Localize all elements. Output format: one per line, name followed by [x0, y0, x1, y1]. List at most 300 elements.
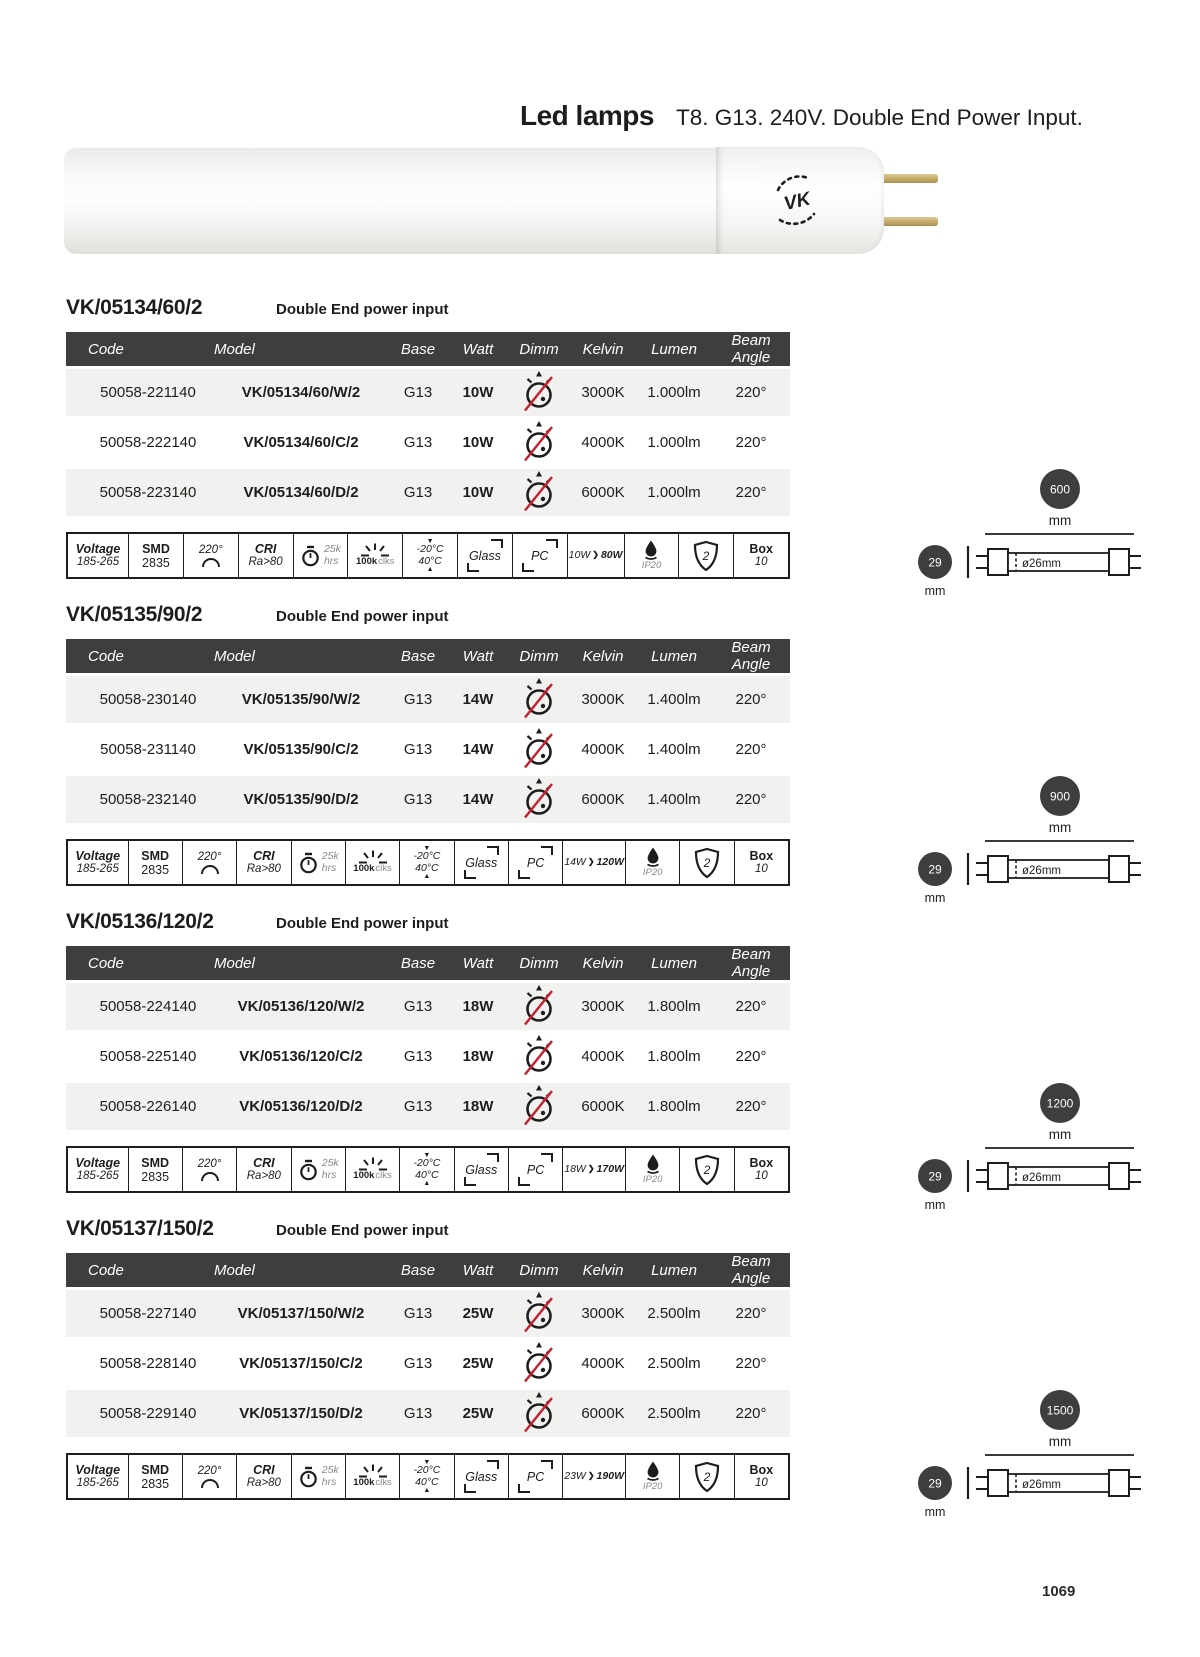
dial-crossed-icon — [521, 727, 557, 769]
table-row — [66, 368, 790, 418]
arrow-up-icon: ▲ — [426, 566, 434, 574]
ip-rating: IP20 — [642, 1173, 663, 1185]
shield-icon — [693, 1461, 721, 1493]
corner-bracket-icon — [541, 1153, 553, 1162]
diameter-label: ø26mm — [1022, 1172, 1061, 1184]
equivalence-to: 80W — [600, 548, 623, 561]
model-cell: VK/05136/120/D/2 — [208, 1082, 388, 1132]
equivalence-from: 18W — [564, 1162, 586, 1175]
dimension-diagram — [888, 769, 1150, 907]
box-label: Box — [749, 1156, 774, 1171]
material-glass-label: Glass — [468, 548, 501, 563]
watt-cell: 25W — [448, 1339, 508, 1389]
code-cell: 50058-222140 — [66, 418, 208, 468]
page-number: 1069 — [1042, 1583, 1076, 1600]
burst-icon — [358, 850, 388, 864]
kelvin-cell: 4000K — [570, 725, 636, 775]
column-header-beam-angle: Beam Angle — [712, 332, 790, 368]
dial-crossed-icon — [521, 1341, 557, 1383]
equivalence-from: 10W — [568, 548, 591, 561]
section-subtitle: Double End power input — [276, 608, 449, 625]
material-pc-label: PC — [526, 855, 545, 870]
column-header-beam-angle: Beam Angle — [712, 1253, 790, 1289]
spec-glass-cell — [454, 1148, 508, 1191]
equivalence-to: 120W — [596, 855, 624, 868]
dial-crossed-icon — [521, 1034, 557, 1076]
spec-temperature-cell — [399, 1148, 453, 1191]
spec-beam-cell — [182, 1455, 236, 1498]
corner-bracket-icon — [541, 1460, 553, 1469]
dimm-cell — [508, 725, 570, 775]
spec-warranty-cell — [679, 1455, 733, 1498]
beam-angle-value: 220° — [197, 1464, 222, 1477]
model-cell: VK/05137/150/D/2 — [208, 1389, 388, 1439]
material-pc-label: PC — [526, 1162, 545, 1177]
kelvin-cell: 3000K — [570, 1289, 636, 1339]
dimm-cell — [508, 1032, 570, 1082]
beam-angle-cell: 220° — [712, 368, 790, 418]
corner-bracket-icon — [467, 563, 479, 572]
brand-logo — [764, 168, 828, 232]
kelvin-cell: 6000K — [570, 1389, 636, 1439]
column-header-model: Model — [208, 639, 388, 675]
column-header-beam-angle: Beam Angle — [712, 639, 790, 675]
arrow-up-icon: ▲ — [423, 1180, 431, 1188]
spec-equivalence-cell — [562, 841, 625, 884]
lumen-cell: 1.400lm — [636, 725, 712, 775]
beam-angle-value: 220° — [197, 850, 222, 863]
equivalence-arrow-icon: ❯ — [587, 1471, 595, 1481]
spec-strip — [66, 1146, 790, 1193]
clock-icon — [298, 852, 319, 874]
smd-value: 2835 — [142, 555, 170, 570]
arrow-up-icon: ▲ — [423, 873, 431, 881]
spec-voltage-cell — [68, 534, 128, 577]
spec-smd-cell — [128, 1148, 182, 1191]
arc-icon — [201, 1172, 219, 1181]
water-drop-icon — [645, 1154, 661, 1175]
code-cell: 50058-226140 — [66, 1082, 208, 1132]
box-quantity: 10 — [754, 863, 768, 876]
box-label: Box — [749, 1463, 774, 1478]
column-header-watt: Watt — [448, 332, 508, 368]
dimm-cell — [508, 775, 570, 825]
length-unit: mm — [1048, 1127, 1072, 1142]
beam-angle-cell: 220° — [712, 418, 790, 468]
arc-icon — [201, 865, 219, 874]
column-header-kelvin: Kelvin — [570, 639, 636, 675]
section-title: VK/05137/150/2 — [66, 1217, 214, 1240]
corner-bracket-icon — [518, 1177, 530, 1186]
tube-glass-body — [64, 147, 716, 254]
diameter-label: ø26mm — [1022, 865, 1061, 877]
corner-bracket-icon — [487, 1153, 499, 1162]
base-cell: G13 — [388, 368, 448, 418]
arrow-up-icon: ▲ — [423, 1487, 431, 1495]
code-cell: 50058-232140 — [66, 775, 208, 825]
section-head — [66, 296, 1200, 332]
product-section — [0, 1217, 1200, 1524]
spec-strip — [66, 1453, 790, 1500]
water-drop-icon — [645, 1461, 661, 1482]
smd-value: 2835 — [141, 1169, 170, 1184]
beam-angle-cell: 220° — [712, 982, 790, 1032]
shield-icon — [693, 847, 721, 879]
watt-cell: 18W — [448, 1082, 508, 1132]
switch-cycles-value: 100k — [353, 863, 375, 875]
water-drop-icon — [643, 540, 659, 561]
lumen-cell: 2.500lm — [636, 1389, 712, 1439]
spec-lifetime-cell — [291, 1148, 345, 1191]
voltage-label: Voltage — [75, 1463, 121, 1478]
column-header-watt: Watt — [448, 639, 508, 675]
lumen-cell: 1.800lm — [636, 1032, 712, 1082]
material-glass-label: Glass — [465, 855, 498, 870]
spec-pc-cell — [508, 841, 562, 884]
lifetime-value: 25k — [323, 542, 341, 555]
lifetime-unit: hrs — [321, 861, 337, 874]
led-tube-product-image — [64, 147, 938, 254]
brand-logo-text: VK — [782, 188, 813, 215]
model-cell: VK/05134/60/C/2 — [208, 418, 388, 468]
switch-cycles-value: 100k — [353, 1170, 375, 1182]
kelvin-cell: 6000K — [570, 775, 636, 825]
code-cell: 50058-230140 — [66, 675, 208, 725]
watt-cell: 14W — [448, 675, 508, 725]
column-header-dimm: Dimm — [508, 332, 570, 368]
dimm-cell — [508, 1389, 570, 1439]
kelvin-cell: 6000K — [570, 1082, 636, 1132]
arrow-down-icon: ▼ — [423, 1151, 431, 1159]
beam-angle-cell: 220° — [712, 1339, 790, 1389]
temp-max: 40°C — [415, 1475, 439, 1488]
equivalence-arrow-icon: ❯ — [587, 857, 595, 867]
page-subtitle: T8. G13. 240V. Double End Power Input. — [675, 105, 1083, 130]
column-header-kelvin: Kelvin — [570, 1253, 636, 1289]
model-cell: VK/05135/90/W/2 — [208, 675, 388, 725]
code-cell: 50058-223140 — [66, 468, 208, 518]
product-table — [66, 1253, 790, 1440]
column-header-lumen: Lumen — [636, 332, 712, 368]
watt-cell: 18W — [448, 1032, 508, 1082]
dial-crossed-icon — [521, 470, 557, 512]
watt-cell: 25W — [448, 1289, 508, 1339]
equivalence-from: 23W — [564, 1469, 586, 1482]
base-cell: G13 — [388, 1289, 448, 1339]
length-unit: mm — [1048, 820, 1072, 835]
switch-cycles-unit: clks — [378, 556, 395, 568]
base-cell: G13 — [388, 1032, 448, 1082]
arc-icon — [201, 1479, 219, 1488]
lifetime-unit: hrs — [323, 554, 339, 567]
section-title: VK/05134/60/2 — [66, 296, 203, 319]
table-row — [66, 1289, 790, 1339]
length-value: 900 — [1049, 789, 1071, 804]
kelvin-cell: 3000K — [570, 982, 636, 1032]
column-header-code: Code — [66, 332, 208, 368]
kelvin-cell: 3000K — [570, 368, 636, 418]
voltage-value: 185-265 — [76, 1477, 119, 1490]
product-table — [66, 332, 790, 519]
beam-angle-cell: 220° — [712, 675, 790, 725]
temp-max: 40°C — [415, 861, 439, 874]
lifetime-value: 25k — [321, 1156, 339, 1169]
cri-label: CRI — [253, 1463, 275, 1478]
model-cell: VK/05135/90/C/2 — [208, 725, 388, 775]
cri-value: Ra>80 — [246, 1477, 281, 1490]
column-header-lumen: Lumen — [636, 1253, 712, 1289]
material-pc-label: PC — [531, 548, 549, 563]
diameter-label: ø26mm — [1022, 558, 1061, 570]
watt-cell: 18W — [448, 982, 508, 1032]
section-head — [66, 910, 1200, 946]
temp-min: -20°C — [413, 1463, 441, 1476]
beam-angle-cell: 220° — [712, 725, 790, 775]
equivalence-from: 14W — [564, 855, 586, 868]
spec-ip-cell — [625, 841, 679, 884]
section-subtitle: Double End power input — [276, 301, 449, 318]
sections-container — [0, 296, 1200, 1524]
arrow-down-icon: ▼ — [423, 1458, 431, 1466]
warranty-years: 2 — [703, 1162, 711, 1177]
dial-crossed-icon — [521, 1291, 557, 1333]
spec-equivalence-cell — [562, 1455, 625, 1498]
spec-box-cell — [733, 534, 788, 577]
base-cell: G13 — [388, 468, 448, 518]
length-unit: mm — [1048, 513, 1072, 528]
lumen-cell: 1.800lm — [636, 1082, 712, 1132]
dial-crossed-icon — [521, 677, 557, 719]
section-title: VK/05136/120/2 — [66, 910, 214, 933]
warranty-years: 2 — [702, 548, 710, 563]
base-cell: G13 — [388, 1082, 448, 1132]
equivalence-arrow-icon: ❯ — [592, 550, 599, 560]
beam-angle-cell: 220° — [712, 1082, 790, 1132]
corner-bracket-icon — [491, 539, 503, 548]
temp-max: 40°C — [418, 554, 442, 567]
column-header-kelvin: Kelvin — [570, 946, 636, 982]
clock-icon — [300, 545, 321, 567]
lifetime-value: 25k — [321, 849, 339, 862]
warranty-years: 2 — [703, 1469, 711, 1484]
lumen-cell: 1.800lm — [636, 982, 712, 1032]
beam-angle-value: 220° — [198, 543, 223, 556]
spec-smd-cell — [128, 1455, 182, 1498]
beam-angle-cell: 220° — [712, 775, 790, 825]
model-cell: VK/05134/60/W/2 — [208, 368, 388, 418]
smd-label: SMD — [141, 1155, 170, 1170]
spec-glass-cell — [457, 534, 512, 577]
column-header-beam-angle: Beam Angle — [712, 946, 790, 982]
section-subtitle: Double End power input — [276, 1222, 449, 1239]
ip-rating: IP20 — [642, 866, 663, 878]
spec-warranty-cell — [678, 534, 733, 577]
table-row — [66, 982, 790, 1032]
spec-cri-cell — [236, 1148, 290, 1191]
table-row — [66, 1032, 790, 1082]
dimm-cell — [508, 1289, 570, 1339]
spec-ip-cell — [625, 1148, 679, 1191]
dimm-cell — [508, 468, 570, 518]
spec-pc-cell — [508, 1148, 562, 1191]
page-title: Led lamps — [520, 100, 654, 131]
section-title: VK/05135/90/2 — [66, 603, 203, 626]
corner-bracket-icon — [541, 846, 553, 855]
clock-icon — [298, 1466, 319, 1488]
equivalence-to: 190W — [596, 1469, 624, 1482]
temp-max: 40°C — [415, 1168, 439, 1181]
model-cell: VK/05137/150/W/2 — [208, 1289, 388, 1339]
box-quantity: 10 — [754, 1477, 768, 1490]
lumen-cell: 1.400lm — [636, 775, 712, 825]
cri-value: Ra>80 — [246, 863, 281, 876]
code-cell: 50058-221140 — [66, 368, 208, 418]
dial-crossed-icon — [521, 1084, 557, 1126]
dial-crossed-icon — [521, 370, 557, 412]
table-header-row — [66, 639, 790, 675]
voltage-label: Voltage — [75, 542, 121, 557]
lifetime-value: 25k — [321, 1463, 339, 1476]
watt-cell: 14W — [448, 775, 508, 825]
column-header-code: Code — [66, 639, 208, 675]
corner-bracket-icon — [464, 1484, 476, 1493]
base-cell: G13 — [388, 775, 448, 825]
code-cell: 50058-231140 — [66, 725, 208, 775]
spec-equivalence-cell — [562, 1148, 625, 1191]
lifetime-unit: hrs — [321, 1475, 337, 1488]
length-value: 1500 — [1046, 1403, 1074, 1418]
corner-bracket-icon — [522, 563, 534, 572]
voltage-value: 185-265 — [76, 863, 119, 876]
spec-pc-cell — [512, 534, 567, 577]
switch-cycles-value: 100k — [353, 1477, 375, 1489]
smd-label: SMD — [142, 541, 170, 556]
watt-cell: 10W — [448, 368, 508, 418]
corner-bracket-icon — [487, 1460, 499, 1469]
width-unit: mm — [924, 1505, 946, 1519]
code-cell: 50058-229140 — [66, 1389, 208, 1439]
width-value: 29 — [928, 555, 942, 570]
column-header-kelvin: Kelvin — [570, 332, 636, 368]
table-row — [66, 1389, 790, 1439]
product-section — [0, 603, 1200, 910]
column-header-base: Base — [388, 946, 448, 982]
smd-value: 2835 — [141, 862, 170, 877]
smd-label: SMD — [141, 1462, 170, 1477]
clock-icon — [298, 1159, 319, 1181]
shield-icon — [692, 540, 720, 572]
table-row — [66, 468, 790, 518]
dimm-cell — [508, 1339, 570, 1389]
spec-warranty-cell — [679, 841, 733, 884]
switch-cycles-unit: clks — [375, 1170, 392, 1182]
column-header-model: Model — [208, 332, 388, 368]
beam-angle-cell: 220° — [712, 468, 790, 518]
column-header-lumen: Lumen — [636, 639, 712, 675]
spec-strip — [66, 839, 790, 886]
width-unit: mm — [924, 584, 946, 598]
beam-angle-cell: 220° — [712, 1389, 790, 1439]
cri-value: Ra>80 — [246, 1170, 281, 1183]
watt-cell: 10W — [448, 468, 508, 518]
box-label: Box — [749, 849, 774, 864]
spec-glass-cell — [454, 841, 508, 884]
spec-temperature-cell — [399, 1455, 453, 1498]
beam-angle-cell: 220° — [712, 1289, 790, 1339]
spec-temperature-cell — [402, 534, 457, 577]
lumen-cell: 2.500lm — [636, 1339, 712, 1389]
column-header-watt: Watt — [448, 946, 508, 982]
spec-strip — [66, 532, 790, 579]
watt-cell: 10W — [448, 418, 508, 468]
burst-icon — [358, 1464, 388, 1478]
spec-switch-cycles-cell — [345, 1455, 399, 1498]
spec-warranty-cell — [679, 1148, 733, 1191]
spec-voltage-cell — [68, 841, 128, 884]
dimm-cell — [508, 675, 570, 725]
arrow-down-icon: ▼ — [426, 537, 434, 545]
arc-icon — [202, 558, 220, 567]
model-cell: VK/05134/60/D/2 — [208, 468, 388, 518]
spec-smd-cell — [128, 841, 182, 884]
ip-rating: IP20 — [642, 1480, 663, 1492]
section-head — [66, 603, 1200, 639]
spec-glass-cell — [454, 1455, 508, 1498]
spec-beam-cell — [182, 841, 236, 884]
box-label: Box — [749, 542, 773, 557]
base-cell: G13 — [388, 982, 448, 1032]
lumen-cell: 1.000lm — [636, 368, 712, 418]
model-cell: VK/05136/120/W/2 — [208, 982, 388, 1032]
spec-ip-cell — [625, 1455, 679, 1498]
spec-beam-cell — [182, 1148, 236, 1191]
model-cell: VK/05135/90/D/2 — [208, 775, 388, 825]
dial-crossed-icon — [521, 984, 557, 1026]
product-section — [0, 910, 1200, 1217]
dimension-diagram — [888, 1383, 1150, 1521]
equivalence-to: 170W — [596, 1162, 624, 1175]
table-row — [66, 1339, 790, 1389]
code-cell: 50058-228140 — [66, 1339, 208, 1389]
watt-cell: 14W — [448, 725, 508, 775]
kelvin-cell: 4000K — [570, 1032, 636, 1082]
kelvin-cell: 3000K — [570, 675, 636, 725]
column-header-code: Code — [66, 1253, 208, 1289]
table-row — [66, 775, 790, 825]
spec-lifetime-cell — [293, 534, 348, 577]
smd-label: SMD — [141, 848, 170, 863]
base-cell: G13 — [388, 725, 448, 775]
warranty-years: 2 — [703, 855, 711, 870]
width-value: 29 — [928, 862, 942, 877]
burst-icon — [358, 1157, 388, 1171]
dial-crossed-icon — [521, 1391, 557, 1433]
length-value: 600 — [1049, 482, 1071, 497]
table-row — [66, 725, 790, 775]
temp-min: -20°C — [413, 1156, 441, 1169]
dimension-diagram — [888, 462, 1150, 600]
cri-label: CRI — [253, 849, 275, 864]
lumen-cell: 1.000lm — [636, 418, 712, 468]
dimm-cell — [508, 982, 570, 1032]
base-cell: G13 — [388, 418, 448, 468]
column-header-base: Base — [388, 332, 448, 368]
lumen-cell: 1.000lm — [636, 468, 712, 518]
beam-angle-value: 220° — [197, 1157, 222, 1170]
dimm-cell — [508, 1082, 570, 1132]
spec-voltage-cell — [68, 1455, 128, 1498]
spec-pc-cell — [508, 1455, 562, 1498]
